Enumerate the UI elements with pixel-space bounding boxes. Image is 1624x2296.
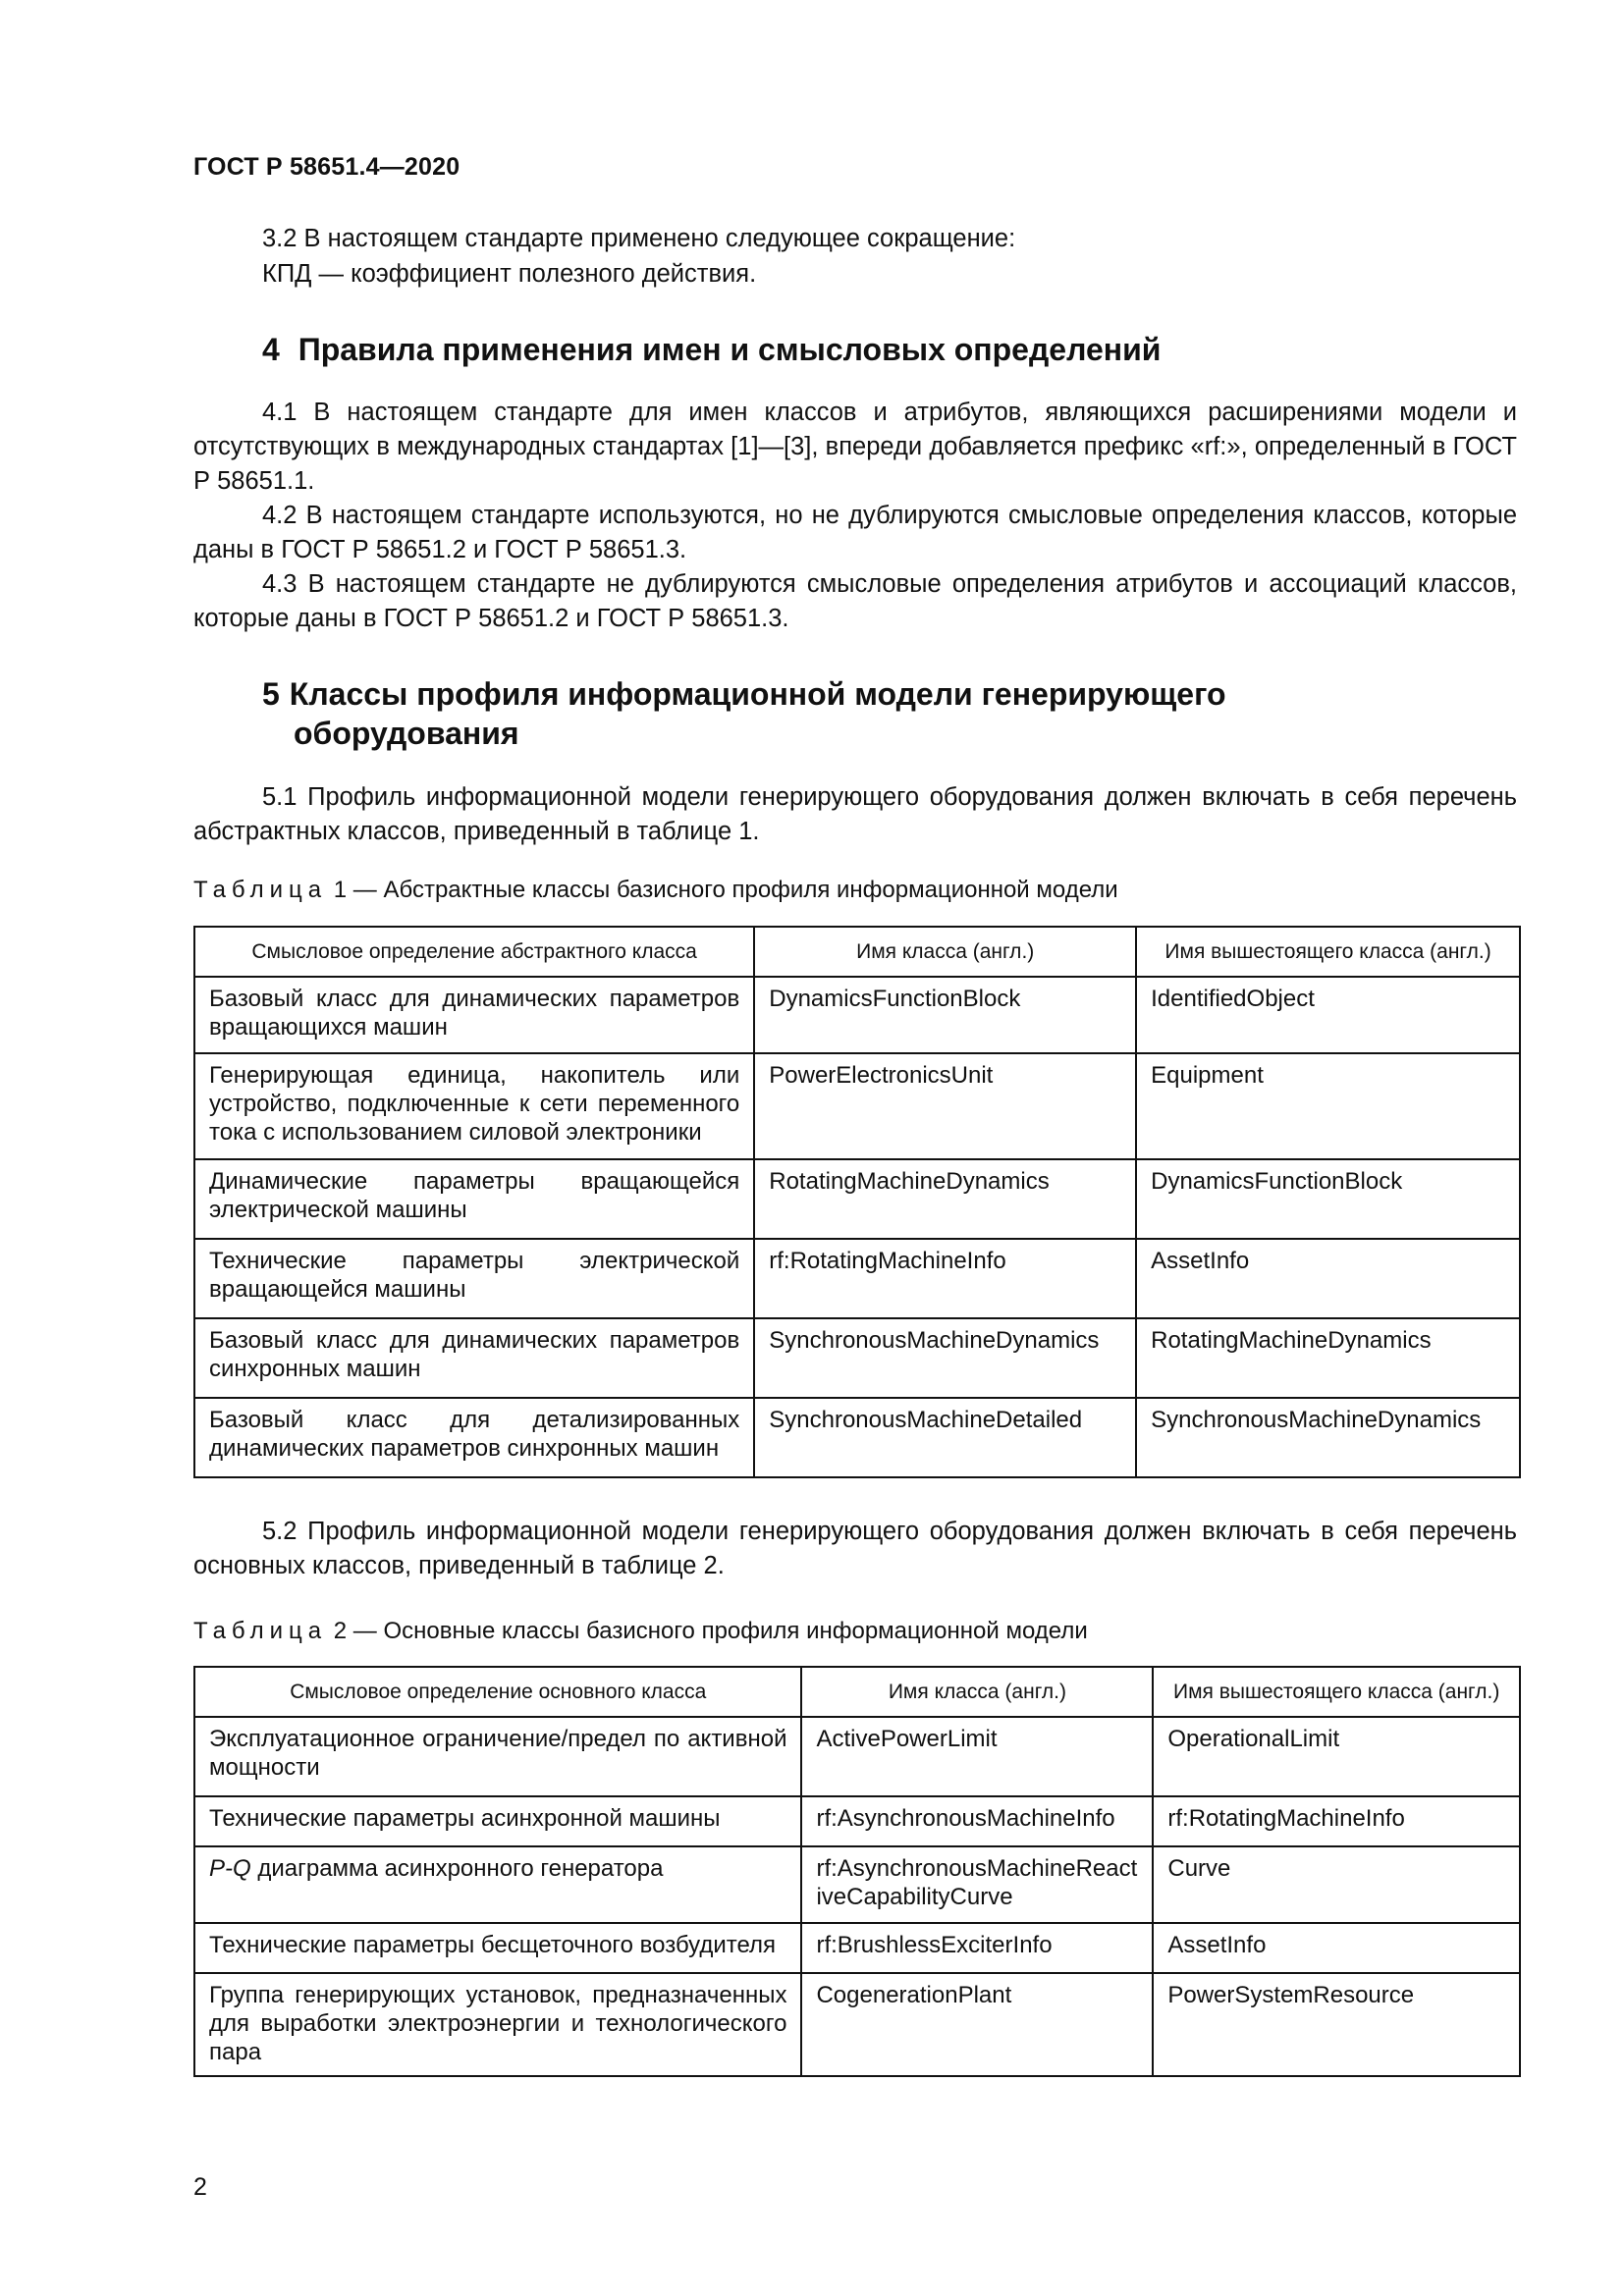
paragraph-5-2: 5.2 Профиль информационной модели генерирующего оборудования должен включать в себя перечень основных классов, приведенный в таблице 2. (193, 1518, 1517, 1579)
paragraph-4-1: 4.1 В настоящем стандарте для имен классов и атрибутов, являющихся расширениями модели и отсутствующих в международных стандартах [1]—[3], впереди добавляется префикс «rf:», определенный в ГОСТ Р 58651.1. (193, 399, 1517, 495)
table-cell-definition: Генерирующая единица, накопитель или устройство, подключенные к сети переменного тока с использованием силовой электроники (194, 1053, 754, 1159)
table-cell-class-name: SynchronousMachineDetailed (754, 1398, 1136, 1477)
table-header-cell: Имя вышестоящего класса (англ.) (1136, 927, 1520, 977)
table-cell-parent-class: rf:RotatingMachineInfo (1153, 1796, 1520, 1846)
table-header-cell: Смысловое определение основного класса (194, 1667, 801, 1717)
table-cell-class-name: PowerElectronicsUnit (754, 1053, 1136, 1159)
table-row (194, 1973, 1520, 2076)
abbreviation-kpd: КПД — коэффициент полезного действия. (262, 260, 757, 288)
table-cell-parent-class: Curve (1153, 1846, 1520, 1923)
pq-prefix: P-Q (209, 1855, 251, 1882)
table-header-cell: Имя класса (англ.) (801, 1667, 1153, 1717)
table-header-cell: Имя вышестоящего класса (англ.) (1153, 1667, 1520, 1717)
document-code-header: ГОСТ Р 58651.4—2020 (193, 153, 460, 181)
table-row (194, 1717, 1520, 1796)
paragraph-4-2: 4.2 В настоящем стандарте используются, но не дублируются смысловые определения классов, которые даны в ГОСТ Р 58651.2 и ГОСТ Р 58651.3. (193, 502, 1517, 563)
table-cell-parent-class: Equipment (1136, 1053, 1520, 1159)
table-header-row (194, 1667, 1520, 1717)
table-cell-class-name: CogenerationPlant (801, 1973, 1153, 2076)
table-row (194, 1239, 1520, 1318)
table-cell-parent-class: RotatingMachineDynamics (1136, 1318, 1520, 1398)
section-5-number: 5 (262, 676, 280, 712)
table-cell-definition: Технические параметры бесщеточного возбудителя (194, 1923, 801, 1973)
section-4-number: 4 (262, 332, 280, 367)
table-1-caption (193, 877, 1118, 904)
table-row (194, 977, 1520, 1053)
section-5-title-line2: оборудования (294, 716, 519, 751)
paragraph-3-2: 3.2 В настоящем стандарте применено следующее сокращение: (262, 225, 1016, 252)
table-row (194, 1846, 1520, 1923)
paragraph-4-3: 4.3 В настоящем стандарте не дублируются смысловые определения атрибутов и ассоциаций классов, которые даны в ГОСТ Р 58651.2 и ГОСТ Р 58651.3. (193, 570, 1517, 632)
table-cell-definition: Группа генерирующих установок, предназначенных для выработки электроэнергии и технологического пара (194, 1973, 801, 2076)
table-cell-class-name: SynchronousMachineDynamics (754, 1318, 1136, 1398)
table-row (194, 1923, 1520, 1973)
table-cell-definition: Динамические параметры вращающейся электрической машины (194, 1159, 754, 1239)
table-cell-definition: Базовый класс для динамических параметров вращающихся машин (194, 977, 754, 1053)
table-cell-class-name: DynamicsFunctionBlock (754, 977, 1136, 1053)
page-number: 2 (193, 2173, 207, 2201)
table-row (194, 1318, 1520, 1398)
table-header-cell: Имя класса (англ.) (754, 927, 1136, 977)
table-2-caption-text: 2 — Основные классы базисного профиля информационной модели (333, 1618, 1088, 1644)
table-cell-definition: Технические параметры электрической вращающейся машины (194, 1239, 754, 1318)
table-cell-class-name: rf:AsynchronousMachineReactiveCapabilityCurve (801, 1846, 1153, 1923)
table-cell-class-name: RotatingMachineDynamics (754, 1159, 1136, 1239)
table-cell-parent-class: PowerSystemResource (1153, 1973, 1520, 2076)
table-cell-parent-class: OperationalLimit (1153, 1717, 1520, 1796)
table-cell-definition: Базовый класс для детализированных динамических параметров синхронных машин (194, 1398, 754, 1477)
section-5-title-line1: Классы профиля информационной модели генерирующего (289, 676, 1226, 712)
table-cell-class-name: rf:RotatingMachineInfo (754, 1239, 1136, 1318)
table-header-cell: Смысловое определение абстрактного класса (194, 927, 754, 977)
table-header-row (194, 927, 1520, 977)
table-cell-parent-class: AssetInfo (1136, 1239, 1520, 1318)
table-cell-class-name: rf:AsynchronousMachineInfo (801, 1796, 1153, 1846)
table-cell-parent-class: IdentifiedObject (1136, 977, 1520, 1053)
table-row (194, 1053, 1520, 1159)
table-cell-definition: Базовый класс для динамических параметров синхронных машин (194, 1318, 754, 1398)
table-cell-parent-class: SynchronousMachineDynamics (1136, 1398, 1520, 1477)
table-row (194, 1398, 1520, 1477)
table-row (194, 1159, 1520, 1239)
section-5-heading (262, 674, 1440, 753)
table-cell-definition: Технические параметры асинхронной машины (194, 1796, 801, 1846)
table-2 (193, 1666, 1521, 2077)
table-cell-class-name: ActivePowerLimit (801, 1717, 1153, 1796)
table-cell-definition: Эксплуатационное ограничение/предел по активной мощности (194, 1717, 801, 1796)
table-1-caption-text: 1 — Абстрактные классы базисного профиля информационной модели (333, 877, 1118, 903)
pq-diagram-text: диаграмма асинхронного генератора (257, 1855, 664, 1882)
paragraph-5-1: 5.1 Профиль информационной модели генерирующего оборудования должен включать в себя перечень абстрактных классов, приведенный в таблице 1. (193, 783, 1517, 845)
table-cell-definition (194, 1846, 801, 1923)
table-1-caption-label: Таблица (193, 877, 328, 903)
section-4-title: Правила применения имен и смысловых определений (298, 332, 1162, 367)
table-cell-parent-class: AssetInfo (1153, 1923, 1520, 1973)
table-1 (193, 926, 1521, 1478)
table-cell-class-name: rf:BrushlessExciterInfo (801, 1923, 1153, 1973)
table-2-caption (193, 1618, 1088, 1645)
table-row (194, 1796, 1520, 1846)
table-cell-parent-class: DynamicsFunctionBlock (1136, 1159, 1520, 1239)
section-4-heading (262, 330, 1440, 369)
table-2-caption-label: Таблица (193, 1618, 328, 1644)
